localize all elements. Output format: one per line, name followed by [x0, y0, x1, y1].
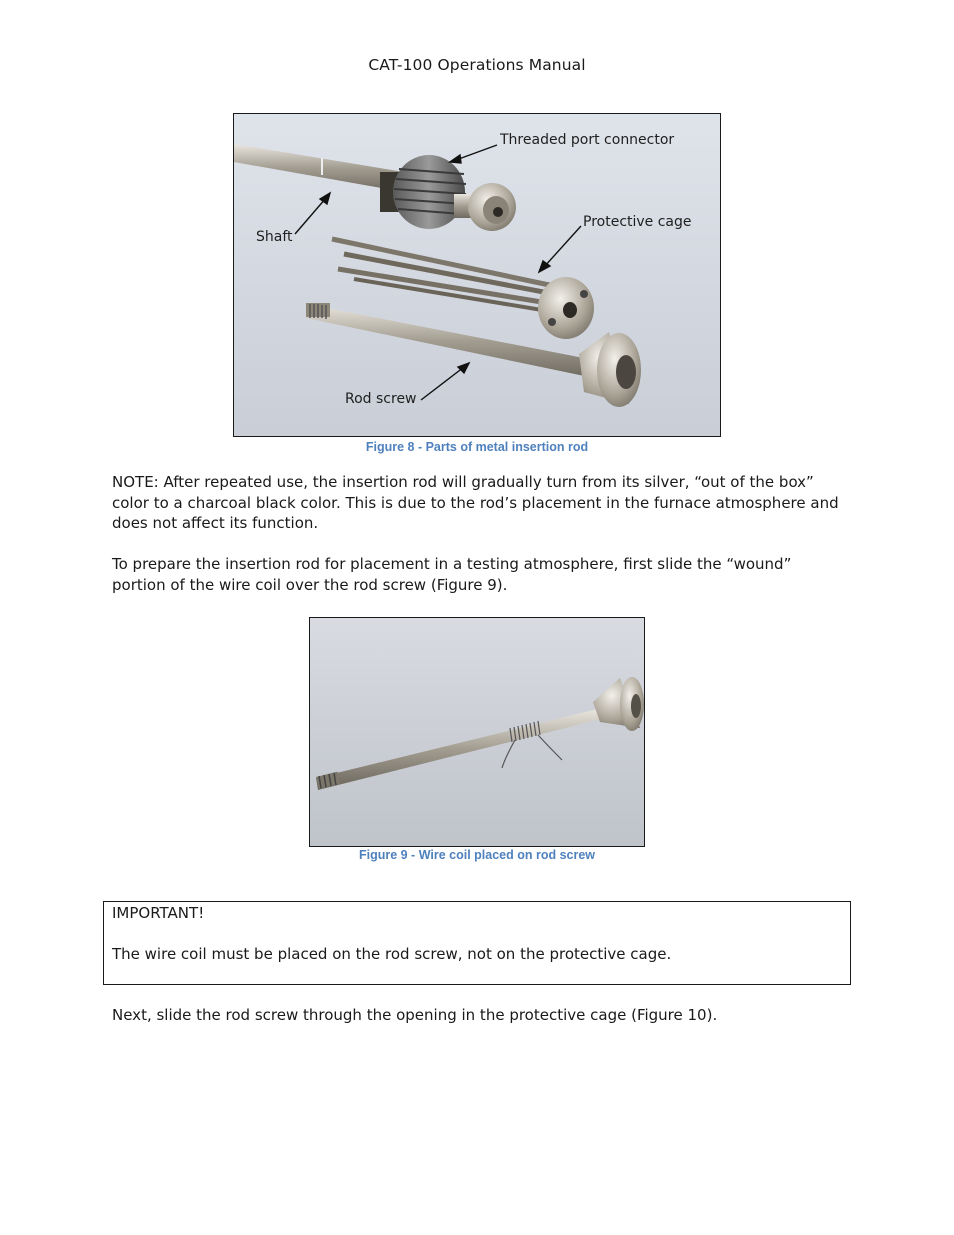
- note-paragraph: NOTE: After repeated use, the insertion rod will gradually turn from its silver, “out of the box” color to a charcoal black color. This is due to the rod’s placement in the furnace atmosphere and does not affect its function.: [112, 473, 839, 532]
- callout-shaft: Shaft: [256, 229, 293, 245]
- callout-protective-cage: Protective cage: [583, 214, 692, 230]
- next-step-paragraph: Next, slide the rod screw through the opening in the protective cage (Figure 10).: [112, 1006, 718, 1024]
- figure-9-photo: [309, 617, 645, 847]
- page-header-title: CAT-100 Operations Manual: [368, 56, 586, 74]
- important-heading: IMPORTANT!: [112, 904, 205, 922]
- callout-rod-screw: Rod screw: [345, 391, 417, 407]
- important-body: The wire coil must be placed on the rod screw, not on the protective cage.: [112, 945, 672, 963]
- prepare-paragraph: To prepare the insertion rod for placement in a testing atmosphere, first slide the “wound” portion of the wire coil over the rod screw (Figure 9).: [112, 555, 792, 594]
- wire-coil-rod-image: [310, 618, 644, 846]
- insertion-rod-parts-image: [234, 114, 720, 436]
- figure-8-photo: [233, 113, 721, 437]
- figure-8-caption: Figure 8 - Parts of metal insertion rod: [365, 440, 589, 454]
- callout-threaded-port-connector: Threaded port connector: [500, 132, 675, 148]
- figure-9-caption: Figure 9 - Wire coil placed on rod screw: [358, 848, 596, 862]
- important-notice-box: [103, 901, 851, 985]
